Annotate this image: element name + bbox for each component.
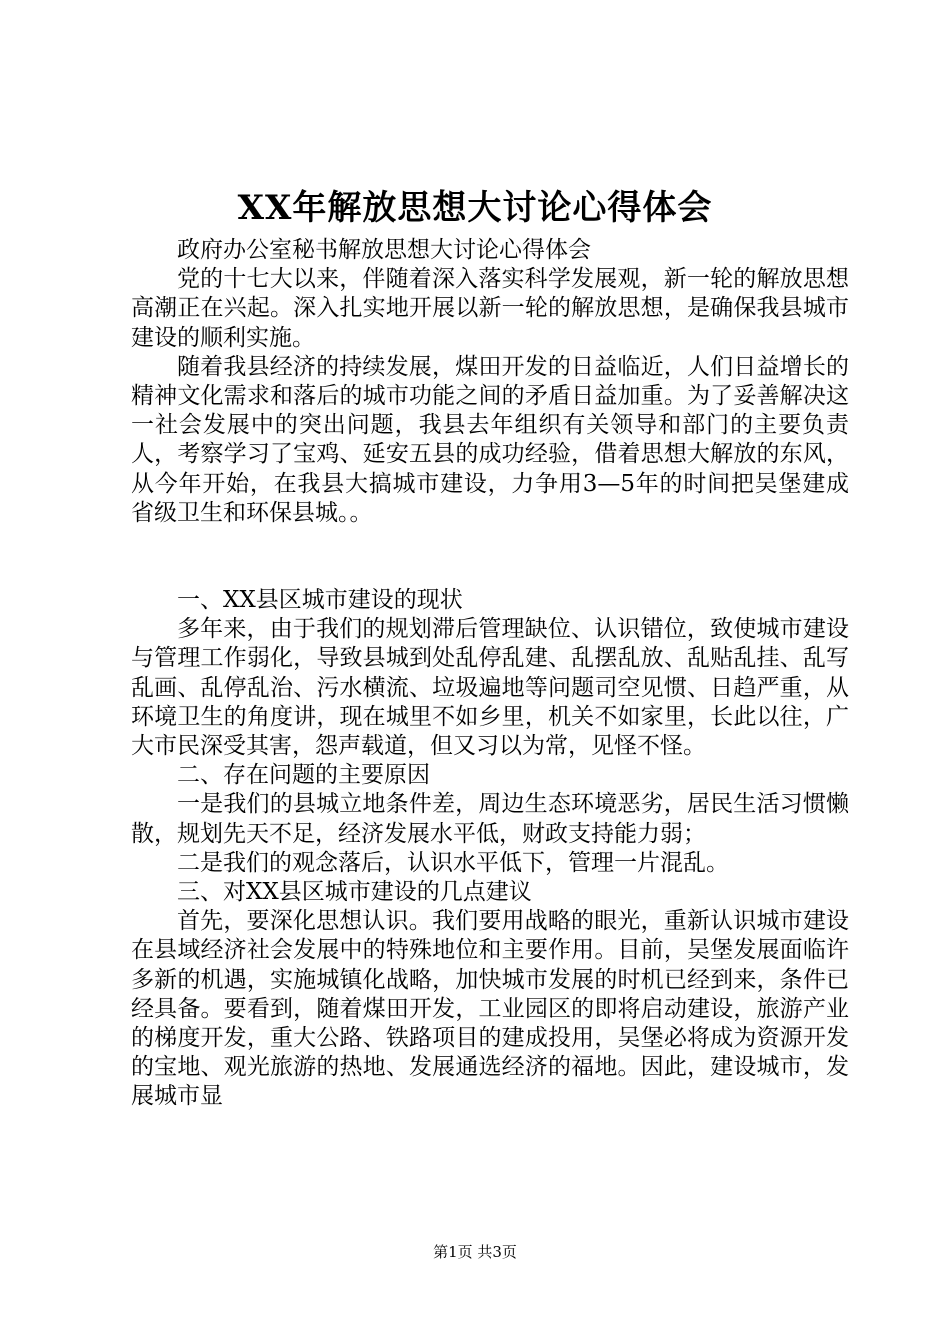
paragraph-spacer (131, 528, 849, 586)
paragraph-subtitle: 政府办公室秘书解放思想大讨论心得体会 (177, 237, 591, 263)
page-footer: 第1页 共3页 (433, 1243, 517, 1261)
document-title: XX年解放思想大讨论心得体会 (237, 188, 713, 228)
paragraph-background: 随着我县经济的持续发展，煤田开发的日益临近，人们日益增长的精神文化需求和落后的城市功能之间的矛盾日益加重。为了妥善解决这一社会发展中的突出问题，我县去年组织有关领导和部门的主要负责人，考察学习了宝鸡、延安五县的成功经验，借着思想大解放的东风，从今年开始，在我县大搞城市建设，力争用3—5年的时间把吴堡建成省级卫生和环保县城。。 (131, 353, 849, 526)
section-heading-1: 一、XX县区城市建设的现状 (177, 587, 463, 614)
paragraph-reason-1: 一是我们的县城立地条件差，周边生态环境恶劣，居民生活习惯懒散，规划先天不足，经济发展水平低，财政支持能力弱； (131, 791, 849, 847)
paragraph-reason-2: 二是我们的观念落后，认识水平低下，管理一片混乱。 (177, 849, 729, 876)
paragraph-suggestion-1: 首先，要深化思想认识。我们要用战略的眼光，重新认识城市建设在县域经济社会发展中的特殊地位和主要作用。目前，吴堡发展面临许多新的机遇，实施城镇化战略，加快城市发展的时机已经到来，条件已经具备。要看到，随着煤田开发，工业园区的即将启动建设，旅游产业的梯度开发，重大公路、铁路项目的建成投用，吴堡必将成为资源开发的宝地、观光旅游的热地、发展通选经济的福地。因此，建设城市，发展城市显 (131, 908, 849, 1110)
section-heading-3: 三、对XX县区城市建设的几点建议 (177, 879, 532, 906)
section-heading-2: 二、存在问题的主要原因 (177, 762, 430, 789)
paragraph-current-status: 多年来，由于我们的规划滞后管理缺位、认识错位，致使城市建设与管理工作弱化，导致县城到处乱停乱建、乱摆乱放、乱贴乱挂、乱写乱画、乱停乱治、污水横流、垃圾遍地等问题司空见惯、日趋严重，从环境卫生的角度讲，现在城里不如乡里，机关不如家里，长此以往，广大市民深受其害，怨声载道，但又习以为常，见怪不怪。 (131, 616, 849, 760)
document-body (131, 236, 849, 1112)
paragraph-intro: 党的十七大以来，伴随着深入落实科学发展观，新一轮的解放思想高潮正在兴起。深入扎实地开展以新一轮的解放思想，是确保我县城市建设的顺利实施。 (131, 266, 849, 351)
